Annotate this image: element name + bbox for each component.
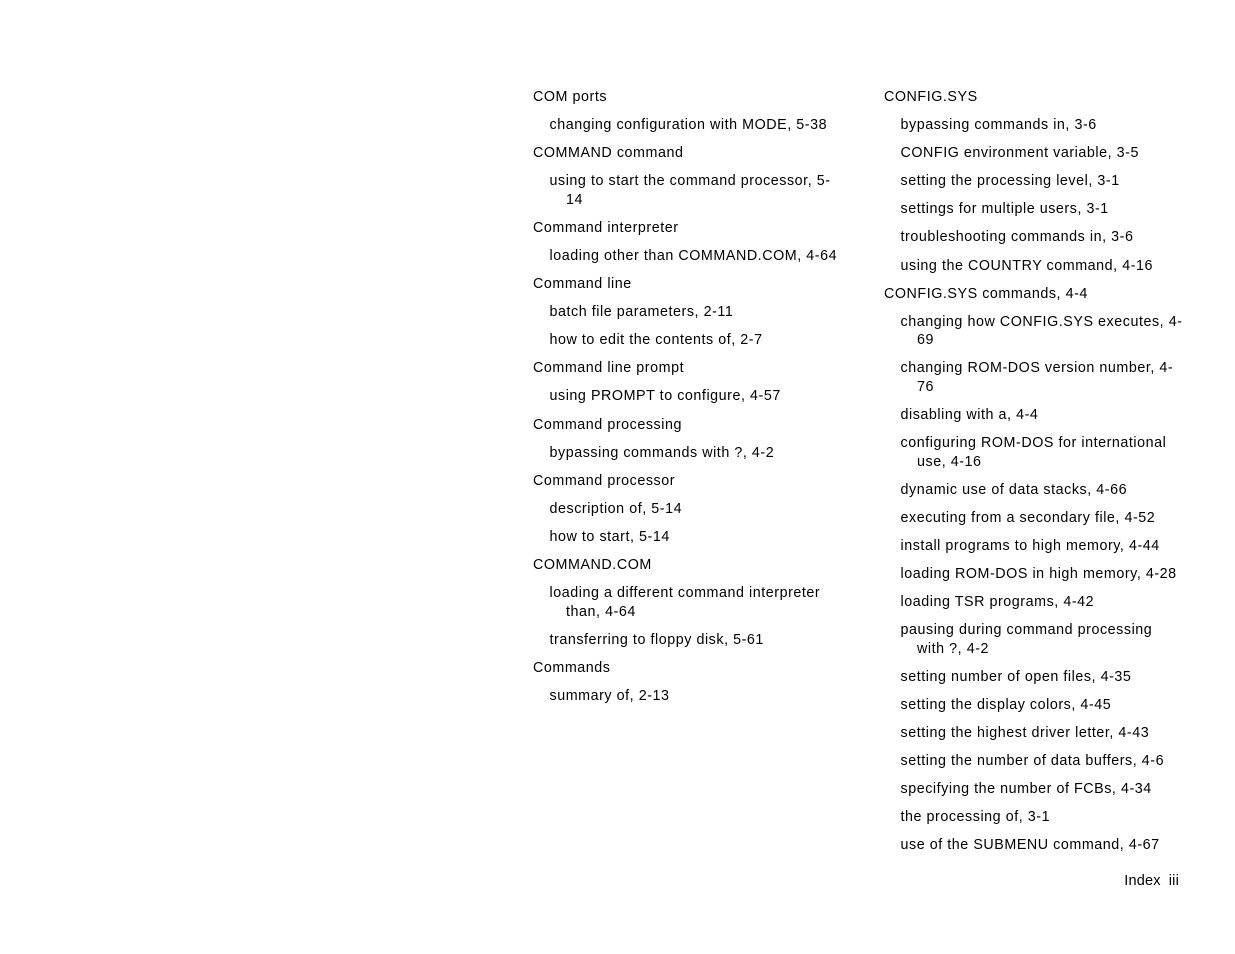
index-entry-text: COMMAND command <box>533 145 684 162</box>
index-sub-entry <box>533 444 843 463</box>
index-sub-entry <box>884 200 1184 219</box>
index-sub-entry <box>533 303 843 322</box>
index-entry-text: use of the SUBMENU command, 4-67 <box>900 837 1160 854</box>
index-entry-text: how to edit the contents of, 2-7 <box>549 332 763 349</box>
index-sub-entry <box>533 500 843 519</box>
index-sub-entry <box>884 593 1184 612</box>
index-sub-entry <box>884 228 1184 247</box>
index-entry-text: loading other than COMMAND.COM, 4-64 <box>549 247 838 264</box>
index-sub-entry <box>884 668 1184 687</box>
index-main-entry <box>533 219 843 238</box>
index-sub-entry <box>533 172 843 209</box>
index-entry-text: executing from a secondary file, 4-52 <box>900 509 1156 526</box>
index-entry-text: summary of, 2-13 <box>549 687 670 704</box>
index-sub-entry <box>533 247 843 266</box>
index-entry-text: Command line <box>533 276 632 293</box>
index-entry-text: specifying the number of FCBs, 4-34 <box>900 781 1152 798</box>
index-sub-entry <box>884 752 1184 771</box>
index-entry-text: changing configuration with MODE, 5-38 <box>549 117 828 134</box>
index-entry-text: Command processor <box>533 472 676 489</box>
index-sub-entry <box>884 724 1184 743</box>
index-sub-entry <box>533 687 843 706</box>
index-main-entry <box>533 416 843 435</box>
index-entry-text: how to start, 5-14 <box>549 528 670 545</box>
index-entry-text: Command processing <box>533 416 682 433</box>
index-entry-text: setting the display colors, 4-45 <box>900 696 1112 713</box>
index-main-entry <box>533 275 843 294</box>
index-entry-text: using to start the command processor, 5-14 <box>549 173 831 208</box>
index-main-entry <box>533 359 843 378</box>
index-entry-text: changing ROM-DOS version number, 4-76 <box>900 360 1174 395</box>
index-sub-entry <box>533 528 843 547</box>
index-entry-text: setting the number of data buffers, 4-6 <box>900 752 1165 769</box>
index-column-right <box>884 88 1184 855</box>
index-sub-entry <box>884 257 1184 276</box>
index-entry-text: bypassing commands with ?, 4-2 <box>549 444 775 461</box>
index-main-entry <box>884 285 1184 304</box>
index-sub-entry <box>884 696 1184 715</box>
footer-page-number: iii <box>1168 873 1179 889</box>
index-entry-text: the processing of, 3-1 <box>900 809 1051 826</box>
index-sub-entry <box>884 509 1184 528</box>
index-sub-entry <box>533 631 843 650</box>
index-entry-text: troubleshooting commands in, 3-6 <box>900 229 1134 246</box>
index-main-entry <box>533 144 843 163</box>
index-sub-entry <box>533 116 843 135</box>
index-sub-entry <box>533 387 843 406</box>
index-entry-text: bypassing commands in, 3-6 <box>900 117 1097 134</box>
index-entry-text: CONFIG.SYS <box>884 89 978 105</box>
index-sub-entry <box>884 144 1184 163</box>
index-entry-text: configuring ROM-DOS for international use, 4-16 <box>900 435 1167 470</box>
index-column-left <box>533 88 843 705</box>
index-entry-text: loading TSR programs, 4-42 <box>900 594 1095 610</box>
index-entry-text: setting the highest driver letter, 4-43 <box>900 724 1150 741</box>
index-entry-text: setting number of open files, 4-35 <box>900 668 1132 685</box>
index-sub-entry <box>533 331 843 350</box>
index-entry-text: pausing during command processing with ?, 4-2 <box>900 622 1153 657</box>
index-entry-text: using PROMPT to configure, 4-57 <box>549 388 781 405</box>
index-entry-text: Commands <box>533 659 611 676</box>
index-entry-text: CONFIG environment variable, 3-5 <box>900 145 1139 162</box>
index-main-entry <box>533 88 843 107</box>
index-entry-text: transferring to floppy disk, 5-61 <box>549 631 764 648</box>
index-main-entry <box>533 659 843 678</box>
index-entry-text: changing how CONFIG.SYS executes, 4-69 <box>900 313 1183 349</box>
index-sub-entry <box>884 434 1184 471</box>
index-entry-text: loading ROM-DOS in high memory, 4-28 <box>900 565 1177 582</box>
index-sub-entry <box>884 621 1184 658</box>
index-entry-text: install programs to high memory, 4-44 <box>900 537 1160 554</box>
index-entry-text: disabling with a, 4-4 <box>900 406 1039 423</box>
index-entry-text: description of, 5-14 <box>549 500 683 517</box>
page-footer <box>1124 871 1179 891</box>
index-sub-entry <box>884 313 1184 350</box>
index-sub-entry <box>533 584 843 621</box>
index-entry-text: Command line prompt <box>533 360 685 377</box>
footer-section-label: Index <box>1124 873 1161 889</box>
index-entry-text: setting the processing level, 3-1 <box>900 173 1120 190</box>
index-sub-entry <box>884 116 1184 135</box>
index-sub-entry <box>884 406 1184 425</box>
index-entry-text: Command interpreter <box>533 219 679 236</box>
index-sub-entry <box>884 359 1184 396</box>
index-main-entry <box>884 88 1184 107</box>
index-sub-entry <box>884 808 1184 827</box>
index-entry-text: using the COUNTRY command, 4-16 <box>900 257 1154 274</box>
index-entry-text: loading a different command interpreter than, 4-64 <box>549 585 821 620</box>
index-sub-entry <box>884 537 1184 556</box>
index-entry-text: COM ports <box>533 89 608 105</box>
index-main-entry <box>533 472 843 491</box>
index-entry-text: settings for multiple users, 3-1 <box>900 201 1109 218</box>
index-sub-entry <box>884 481 1184 500</box>
index-entry-text: dynamic use of data stacks, 4-66 <box>900 481 1128 498</box>
index-entry-text: batch file parameters, 2-11 <box>549 304 734 321</box>
index-entry-text: CONFIG.SYS commands, 4-4 <box>884 285 1088 302</box>
index-sub-entry <box>884 565 1184 584</box>
index-sub-entry <box>884 780 1184 799</box>
index-sub-entry <box>884 172 1184 191</box>
index-entry-text: COMMAND.COM <box>533 557 652 573</box>
index-sub-entry <box>884 836 1184 855</box>
index-main-entry <box>533 556 843 575</box>
